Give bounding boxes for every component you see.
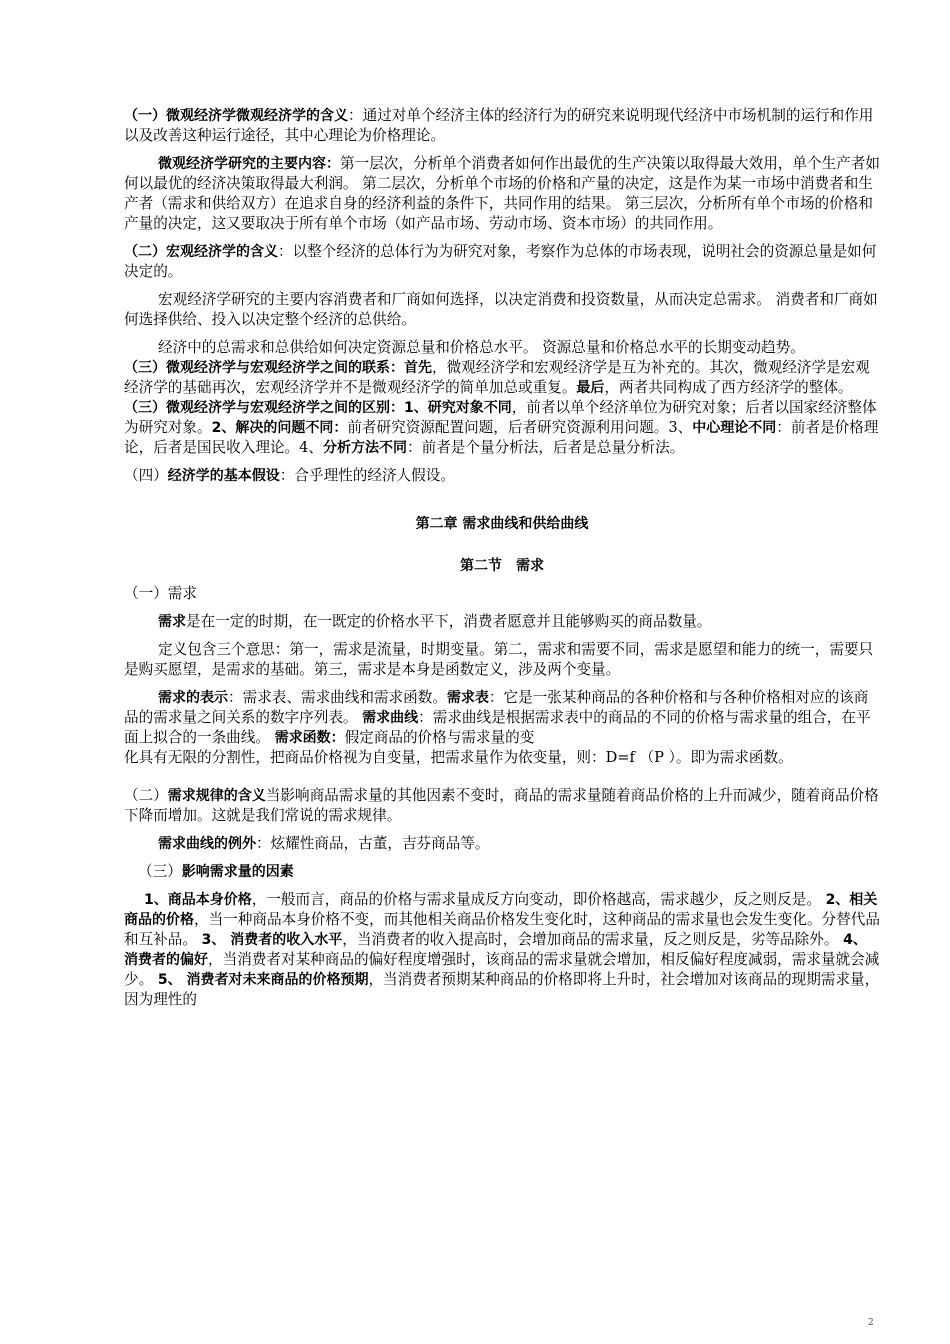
paragraph-demand-function-cont: 化具有无限的分割性，把商品价格视为自变量，把需求量作为依变量，则：D=f （P ）。即为需求函数。 (124, 749, 793, 766)
demand-representation-text: ：需求表、需求曲线和需求函数。 (228, 689, 447, 706)
difference-text-4: ：前者是个量分析法，后者是总量分析法。 (407, 439, 685, 456)
paragraph-macro-definition (124, 242, 880, 282)
paragraph-micro-macro-difference (124, 398, 880, 458)
link-text: ，微观经济学和宏观经济学是互为补充的。其次，微观经济学是宏观经济学的基础再次，宏观经济学并不是微观经济学的简单加总或重复。 (124, 359, 870, 396)
paragraph-macro-aggregate: 经济中的总需求和总供给如何决定资源总量和价格总水平。 资源总量和价格总水平的长期变动趋势。 (158, 339, 805, 356)
document-body (124, 106, 880, 1010)
factor-income: 3、 消费者的收入水平 (201, 932, 343, 948)
paragraph-micro-content (124, 154, 880, 234)
factor-preference-text: ，当消费者对某种商品的偏好程度增强时，该商品的需求量就会增加，相反偏好程度减弱，需求量就会减少。 (124, 951, 880, 988)
law-text: 当影响商品需求量的其他因素不变时，商品的需求量随着商品价格的上升而减少，随着商品价格下降而增加。这就是我们常说的需求规律。 (124, 787, 879, 824)
micro-content-heading: 微观经济学研究的主要内容： (158, 156, 340, 172)
exceptions-heading: 需求曲线的例外 (158, 836, 256, 852)
demand-subheading: （一）需求 (124, 585, 197, 602)
factor-preference: 4、消费者的偏好 (124, 932, 867, 968)
assumption-number: （四） (124, 467, 168, 484)
demand-representation-heading: 需求的表示 (158, 690, 228, 706)
factor-expectation-text: ，当消费者预期某种商品的价格即将上升时，社会增加对该商品的现期需求量，因为理性的 (124, 971, 880, 1008)
demand-function-text: 假定商品的价格与需求量的变 (344, 729, 535, 746)
demand-definition-text: 是在一定的时期，在一既定的价格水平下，消费者愿意并且能够购买的商品数量。 (186, 613, 712, 630)
law-number: （二） (124, 787, 168, 804)
micro-content-text: 第一层次，分析单个消费者如何作出最优的生产决策以取得最大效用，单个生产者如何以最优的经济决策取得最大利润。 第二层次，分析单个市场的价格和产量的决定，这是作为某一市场中消费者和生产者（需求和供给双方）在追求自身的经济利益的条件下，共同作用的结果。 第三层次，分析所有单个市场的价格和产量的决定，这又要取决于所有单个市场（如产品市场、劳动市场、资本市场）的共同作用。 (124, 155, 880, 232)
demand-schedule-heading: 需求表 (446, 690, 489, 706)
difference-heading-3: 中心理论不同 (692, 420, 777, 436)
factor-expectation: 5、 消费者对未来商品的价格预期 (157, 972, 369, 988)
macro-definition-text: ：以整个经济的总体行为为研究对象，考察作为总体的市场表现，说明社会的资源总量是如何决定的。 (124, 243, 877, 280)
exceptions-text: ：炫耀性商品，古董，吉芬商品等。 (256, 835, 490, 852)
demand-schedule-text: ：它是一张某种商品的各种价格和与各种价格相对应的该商品的需求量之间关系的数字序列表。 (124, 689, 869, 726)
assumption-heading: 经济学的基本假设 (167, 468, 280, 484)
difference-heading-4: 分析方法不同 (323, 440, 408, 456)
paragraph-micro-definition (124, 106, 880, 146)
difference-text-1: ，前者以单个经济单位为研究对象；后者以国家经济整体为研究对象。 (124, 399, 877, 436)
page-number: 2 (868, 1318, 874, 1328)
demand-curve-heading: 需求曲线 (362, 710, 419, 726)
section-title: 第二节 需求 (460, 558, 544, 574)
factor-related-price: 2、相关商品的价格 (124, 892, 878, 928)
paragraph-demand-meaning: 定义包含三个意思：第一，需求是流量，时期变量。第二，需求和需要不同，需求是愿望和能力的统一，需要只是购买愿望，是需求的基础。第三，需求是本身是函数定义，涉及两个变量。 (124, 641, 874, 678)
difference-text-3: ：前者是价格理论，后者是国民收入理论。4、 (124, 419, 879, 456)
paragraph-demand-definition (124, 612, 880, 632)
demand-term: 需求 (158, 614, 186, 630)
demand-curve-text: ：需求曲线是根据需求表中的商品的不同的价格与需求量的组合，在平面上拟合的一条曲线。 (124, 709, 871, 746)
micro-definition-text: ：通过对单个经济主体的经济行为的研究来说明现代经济中市场机制的运行和作用以及改善这种运行途径，其中心理论为价格理论。 (124, 107, 874, 144)
determinants-number: （三） (138, 863, 182, 880)
macro-definition-heading: （二）宏观经济学的含义 (124, 244, 278, 260)
factor-own-price-text: ，一般而言，商品的价格与需求量成反方向变动，即价格越高，需求越少，反之则反是。 (251, 891, 826, 908)
demand-function-heading: 需求函数： (274, 730, 345, 746)
link-finally: 最后 (576, 380, 605, 396)
chapter-title: 第二章 需求曲线和供给曲线 (415, 516, 589, 532)
factor-income-text: ，当消费者的收入提高时，会增加商品的需求量，反之则反是，劣等品除外。 (342, 931, 844, 948)
factor-own-price: 1、商品本身价格 (144, 892, 252, 908)
paragraph-law-of-demand (124, 786, 880, 826)
micro-definition-heading: （一）微观经济学微观经济学的含义 (124, 108, 348, 124)
paragraph-demand-exceptions (124, 834, 880, 854)
link-text-end: ，两者共同构成了西方经济学的整体。 (604, 379, 853, 396)
difference-heading: （三）微观经济学与宏观经济学之间的区别：1、研究对象不同 (124, 400, 512, 416)
paragraph-assumption (124, 466, 880, 486)
paragraph-demand-representation (124, 688, 880, 748)
assumption-text: ：合乎理性的经济人假设。 (279, 467, 455, 484)
paragraph-micro-macro-link (124, 358, 880, 398)
difference-text-2: 前者研究资源配置问题，后者研究资源利用问题。3、 (347, 419, 693, 436)
paragraph-macro-content: 宏观经济学研究的主要内容消费者和厂商如何选择，以决定消费和投资数量，从而决定总需求。 消费者和厂商如何选择供给、投入以决定整个经济的总供给。 (124, 291, 878, 328)
link-heading: （三）微观经济学与宏观经济学之间的联系：首先 (124, 360, 432, 376)
paragraph-determinants (124, 890, 880, 1010)
determinants-heading: 影响需求量的因素 (181, 864, 294, 880)
factor-related-price-text: ，当一种商品本身价格不变，而其他相关商品价格发生变化时，这种商品的需求量也会发生变化。分替代品和互补品。 (124, 911, 880, 948)
law-heading: 需求规律的含义 (167, 788, 266, 804)
difference-heading-2: 2、解决的问题不同： (211, 420, 348, 436)
determinants-subheading (124, 862, 880, 882)
